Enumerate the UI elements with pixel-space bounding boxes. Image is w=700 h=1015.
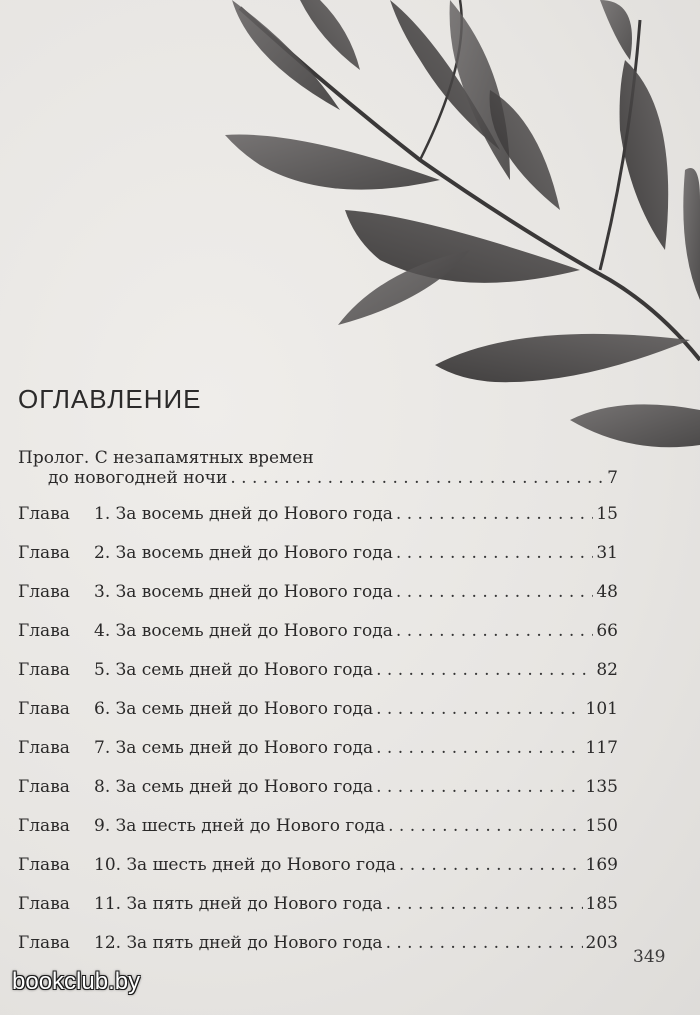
chapter-title: За восемь дней до Нового года xyxy=(115,582,393,602)
chapter-page: 117 xyxy=(585,738,618,758)
chapter-number: 11. xyxy=(94,894,122,914)
toc-entry-chapter-3[interactable] xyxy=(18,582,618,602)
chapter-label: Глава xyxy=(18,777,70,797)
toc-entry-chapter-7[interactable] xyxy=(18,738,618,758)
chapter-title: За шесть дней до Нового года xyxy=(126,855,396,875)
chapter-page: 169 xyxy=(585,855,618,875)
chapter-title: За семь дней до Нового года xyxy=(115,777,374,797)
chapter-page: 48 xyxy=(596,582,618,602)
chapter-label: Глава xyxy=(18,660,70,680)
chapter-title: За семь дней до Нового года xyxy=(115,699,374,719)
chapter-title: За семь дней до Нового года xyxy=(115,738,374,758)
chapter-page: 66 xyxy=(596,621,618,641)
chapter-number: 9. xyxy=(94,816,111,836)
toc-entry-chapter-12[interactable] xyxy=(18,933,618,953)
chapter-label: Глава xyxy=(18,582,70,602)
dot-leader xyxy=(396,582,593,602)
chapter-label: Глава xyxy=(18,543,70,563)
dot-leader xyxy=(399,855,583,875)
chapter-number: 10. xyxy=(94,855,122,875)
chapter-list xyxy=(18,504,618,953)
chapter-page: 185 xyxy=(585,894,618,914)
dot-leader xyxy=(386,933,583,953)
dot-leader xyxy=(396,504,593,524)
chapter-label: Глава xyxy=(18,816,70,836)
prologue-page: 7 xyxy=(607,468,618,488)
chapter-title: За шесть дней до Нового года xyxy=(115,816,386,836)
chapter-page: 15 xyxy=(596,504,618,524)
dot-leader xyxy=(230,468,604,488)
chapter-label: Глава xyxy=(18,621,70,641)
chapter-label: Глава xyxy=(18,699,70,719)
chapter-label: Глава xyxy=(18,738,70,758)
chapter-number: 7. xyxy=(94,738,111,758)
chapter-number: 1. xyxy=(94,504,111,524)
chapter-page: 150 xyxy=(585,816,618,836)
chapter-number: 4. xyxy=(94,621,111,641)
chapter-page: 31 xyxy=(596,543,618,563)
dot-leader xyxy=(396,543,593,563)
chapter-number: 3. xyxy=(94,582,111,602)
dot-leader xyxy=(386,894,583,914)
toc-entry-chapter-10[interactable] xyxy=(18,855,618,875)
page-number: 349 xyxy=(633,947,666,967)
chapter-title: За семь дней до Нового года xyxy=(115,660,374,680)
table-of-contents xyxy=(18,448,618,953)
prologue-title-line1: Пролог. С незапамятных времен xyxy=(18,448,314,468)
chapter-label: Глава xyxy=(18,933,70,953)
chapter-page: 101 xyxy=(585,699,618,719)
chapter-number: 2. xyxy=(94,543,111,563)
chapter-number: 12. xyxy=(94,933,122,953)
chapter-page: 82 xyxy=(596,660,618,680)
prologue-title-line2: до новогодней ночи xyxy=(48,468,228,488)
toc-entry-chapter-4[interactable] xyxy=(18,621,618,641)
toc-entry-chapter-5[interactable] xyxy=(18,660,618,680)
chapter-title: За пять дней до Нового года xyxy=(126,933,383,953)
chapter-title: За восемь дней до Нового года xyxy=(115,543,393,563)
chapter-title: За восемь дней до Нового года xyxy=(115,504,393,524)
chapter-title: За пять дней до Нового года xyxy=(126,894,383,914)
dot-leader xyxy=(376,699,582,719)
chapter-page: 203 xyxy=(585,933,618,953)
prologue-entry[interactable] xyxy=(18,448,618,488)
prologue-line2 xyxy=(18,468,618,488)
toc-entry-chapter-11[interactable] xyxy=(18,894,618,914)
chapter-page: 135 xyxy=(585,777,618,797)
chapter-label: Глава xyxy=(18,894,70,914)
toc-entry-chapter-2[interactable] xyxy=(18,543,618,563)
toc-entry-chapter-1[interactable] xyxy=(18,504,618,524)
dot-leader xyxy=(376,660,593,680)
dot-leader xyxy=(376,738,582,758)
watermark-logo: bookclub.by xyxy=(12,968,141,995)
dot-leader xyxy=(388,816,582,836)
dot-leader xyxy=(396,621,593,641)
toc-entry-chapter-8[interactable] xyxy=(18,777,618,797)
chapter-number: 8. xyxy=(94,777,111,797)
toc-entry-chapter-6[interactable] xyxy=(18,699,618,719)
chapter-label: Глава xyxy=(18,855,70,875)
toc-entry-chapter-9[interactable] xyxy=(18,816,618,836)
dot-leader xyxy=(376,777,582,797)
chapter-number: 5. xyxy=(94,660,111,680)
contents-heading: ОГЛАВЛЕНИЕ xyxy=(18,384,202,414)
chapter-number: 6. xyxy=(94,699,111,719)
chapter-title: За восемь дней до Нового года xyxy=(115,621,393,641)
chapter-label: Глава xyxy=(18,504,70,524)
